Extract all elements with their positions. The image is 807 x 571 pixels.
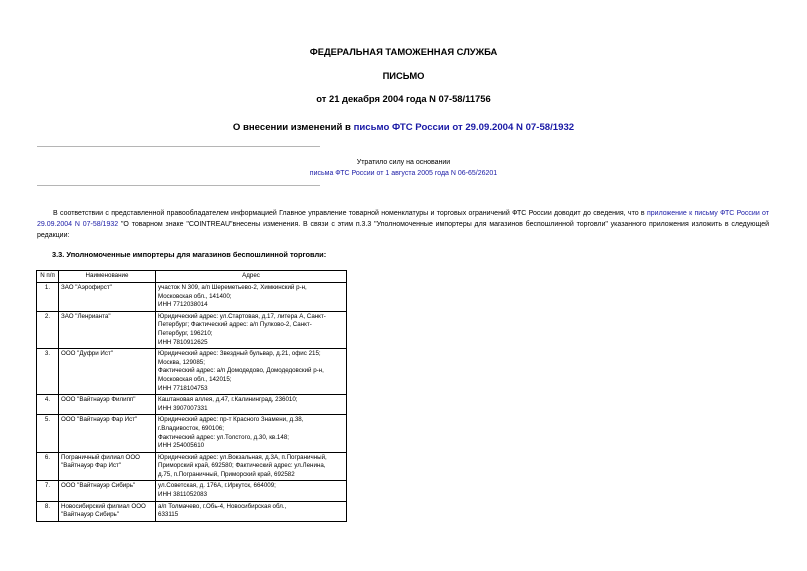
document-date: от 21 декабря 2004 года N 07-58/11756 (316, 93, 491, 104)
row-name: ООО "Вайтнауэр Филипп" (59, 395, 156, 415)
row-number: 2. (37, 311, 59, 348)
row-name: ЗАО "Аэрофирст" (59, 283, 156, 312)
table-header-row (37, 271, 347, 283)
row-number: 3. (37, 349, 59, 395)
row-address: участок N 309, а/п Шереметьево-2, Химкинский р-н, Московская обл., 141400; ИНН 7712038014 (156, 283, 347, 312)
row-name: ООО "Дуфри Ист" (59, 349, 156, 395)
table-row (37, 481, 347, 501)
row-address: ул.Советская, д. 176А, г.Иркутск, 664009; ИНН 3811052083 (156, 481, 347, 501)
row-name: ООО "Вайтнауэр Фар Ист" (59, 415, 156, 452)
intro-paragraph (37, 208, 769, 241)
table-row (37, 349, 347, 395)
row-number: 4. (37, 395, 59, 415)
row-address: а/п Толмачево, г.Обь-4, Новосибирская обл., 633115 (156, 501, 347, 521)
row-address: Юридический адрес: Звездный бульвар, д.21, офис 215; Москва, 129085; Фактический адрес: а/п Домодедово, Домодедовский р-н, Московская обл., 142015; ИНН 7718104753 (156, 349, 347, 395)
section-title: 3.3. Уполномоченные импортеры для магазинов беспошлинной торговли: (52, 250, 327, 259)
table-row (37, 283, 347, 312)
row-number: 8. (37, 501, 59, 521)
row-number: 7. (37, 481, 59, 501)
intro-text-2: "О товарном знаке "COINTREAU"внесены изменения. В связи с этим п.3.3 "Уполномоченные импортеры для магазинов беспошлинной торговли" указанного приложения изложить в следующей редакции: (37, 221, 769, 239)
row-number: 1. (37, 283, 59, 312)
row-address: Юридический адрес: ул.Стартовая, д.17, литера А, Санкт- Петербург; Фактический адрес: а/п Пулково-2, Санкт- Петербург, 196210; ИНН 7810912625 (156, 311, 347, 348)
row-name: Новосибирский филиал ООО "Вайтнауэр Сибирь" (59, 501, 156, 521)
row-name: Пограничный филиал ООО "Вайтнауэр Фар Ист" (59, 452, 156, 481)
table-row (37, 311, 347, 348)
row-number: 5. (37, 415, 59, 452)
importers-table (36, 270, 347, 522)
intro-text-1: В соответствии с представленной правообладателем информацией Главное управление товарной номенклатуры и торговых ограничений ФТС России доводит до сведения, что в (53, 210, 647, 217)
table-row (37, 501, 347, 521)
column-header-name: Наименование (59, 271, 156, 283)
intro-link[interactable]: приложение к письму ФТС России от 29.09.2004 N 07-58/1932 (37, 210, 770, 228)
divider-bottom (37, 185, 320, 186)
table-row (37, 415, 347, 452)
divider-top (37, 146, 320, 147)
subject-prefix: О внесении изменений в (232, 122, 354, 133)
row-address: Юридический адрес: ул.Вокзальная, д.3А, п.Пограничный, Приморский край, 692580; Фактический адрес: ул.Ленина, д.75, п.Пограничный, Приморский край, 692582 (156, 452, 347, 481)
organization-title: ФЕДЕРАЛЬНАЯ ТАМОЖЕННАЯ СЛУЖБА (309, 46, 498, 57)
status-note-line2 (0, 170, 807, 177)
document-type: ПИСЬМО (382, 70, 425, 81)
row-name: ЗАО "Ленрианта" (59, 311, 156, 348)
row-number: 6. (37, 452, 59, 481)
status-link[interactable]: письма ФТС России от 1 августа 2005 года N 06-65/26201 (309, 170, 498, 177)
row-address: Каштановая аллея, д.47, г.Калининград, 236010; ИНН 3907007331 (156, 395, 347, 415)
row-address: Юридический адрес: пр-т Красного Знамени, д.38, г.Владивосток, 690106; Фактический адрес: ул.Толстого, д.30, кв.148; ИНН 254005610 (156, 415, 347, 452)
subject-link[interactable]: письмо ФТС России от 29.09.2004 N 07-58/1932 (353, 122, 575, 133)
row-name: ООО "Вайтнауэр Сибирь" (59, 481, 156, 501)
table-row (37, 452, 347, 481)
column-header-address: Адрес (156, 271, 347, 283)
document-subject (0, 122, 807, 133)
status-note: Утратило силу на основании (356, 159, 451, 166)
column-header-number: N п/п (37, 271, 59, 283)
table-row (37, 395, 347, 415)
